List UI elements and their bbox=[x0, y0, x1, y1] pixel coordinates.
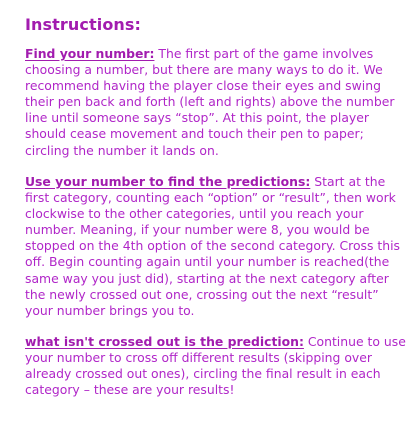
section-use-your-number bbox=[25, 174, 410, 319]
instructions-title: Instructions: bbox=[25, 15, 142, 34]
section-text: The first part of the game involves choosing a number, but there are many ways to do it. We recommend having the player close their eyes and swing their pen back and forth (left and rights) above the number line until someone says “stop”. At this point, the player should cease movement and touch their pen to paper; circling the number it lands on. bbox=[25, 46, 395, 158]
section-text: Start at the first category, counting each “option” or “result”, then work clockwise to the other categories, until you reach your number. Meaning, if your number were 8, you would be stopped on the 4th option of the second category. Cross this off. Begin counting again until your number is reached(the same way you just did), starting at the next category after the newly crossed out one, crossing out the next “result” your number brings you to. bbox=[25, 174, 401, 318]
section-label: what isn't crossed out is the prediction: bbox=[25, 334, 304, 349]
section-label: Find your number: bbox=[25, 46, 155, 61]
section-find-your-number bbox=[25, 46, 410, 159]
section-text: Continue to use your number to cross off different results (skipping over already crossed out ones), circling the final result in each category – these are your results! bbox=[25, 334, 406, 398]
section-prediction bbox=[25, 334, 410, 398]
section-label: Use your number to find the predictions: bbox=[25, 174, 311, 189]
